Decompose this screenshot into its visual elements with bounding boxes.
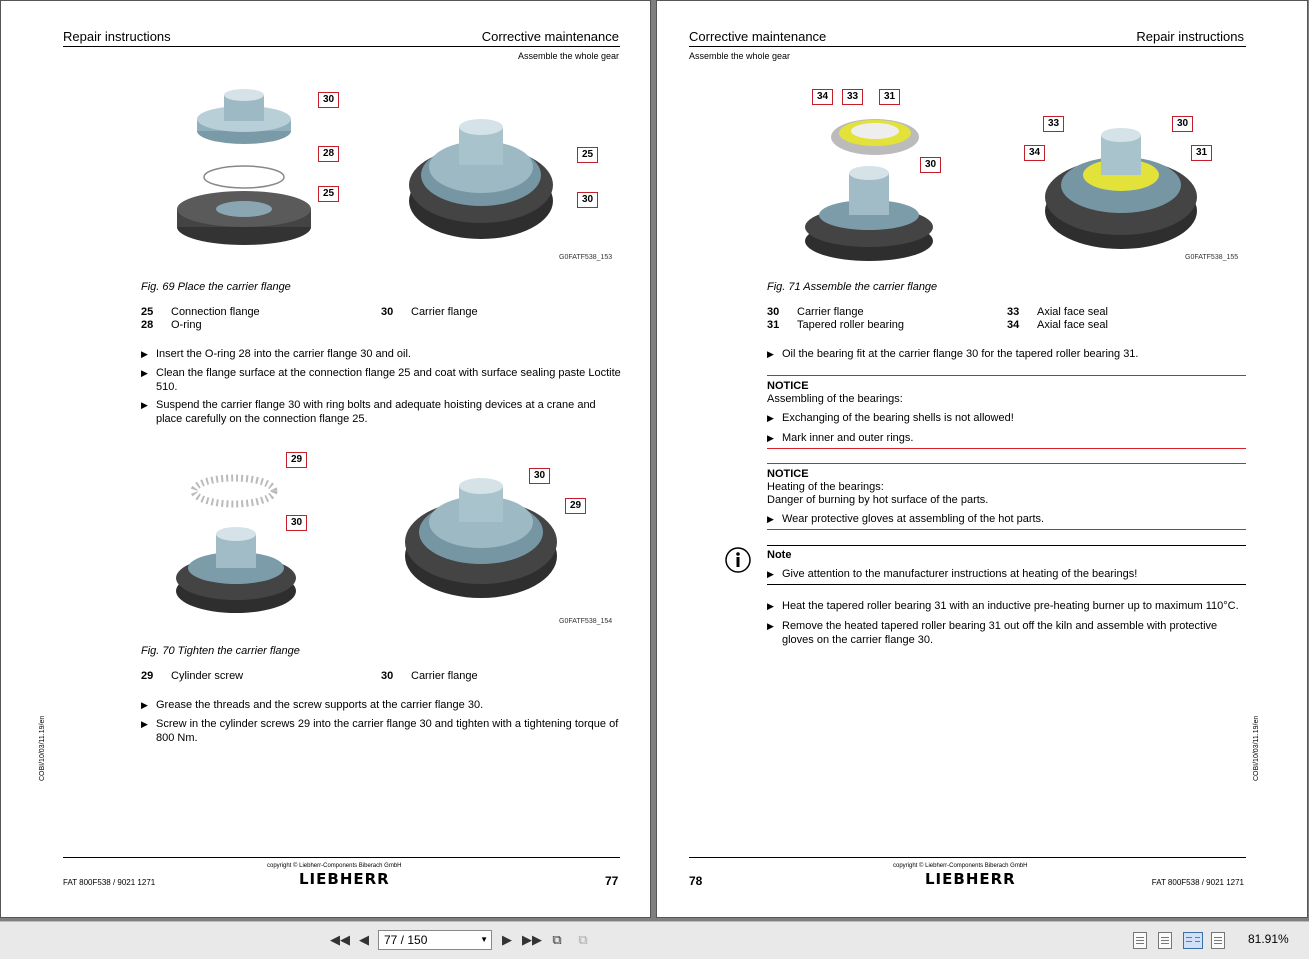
liebherr-logo: LIEBHERR xyxy=(925,870,1016,888)
previous-page-icon[interactable]: ◀ xyxy=(359,932,369,947)
notice-title: NOTICE xyxy=(767,380,809,392)
callout-30: 30 xyxy=(577,192,598,208)
info-icon xyxy=(724,546,752,574)
copyright: copyright © Liebherr-Components Biberach GmbH xyxy=(893,863,1028,869)
note-rule xyxy=(767,545,1246,546)
instruction-step: ▶ Insert the O-ring 28 into the carrier flange 30 and oil. xyxy=(141,348,621,362)
instruction-step: ▶ Remove the heated tapered roller bearing 31 out off the kiln and assemble with protective gloves on the carrier flange 30. xyxy=(767,620,1247,647)
legend-item: 30 Carrier flange xyxy=(381,306,478,318)
callout-28: 28 xyxy=(318,146,339,162)
instruction-step: ▶ Grease the threads and the screw supports at the carrier flange 30. xyxy=(141,699,621,713)
fig69-illustration xyxy=(141,81,621,266)
footer-rule xyxy=(689,857,1246,858)
page-number: 78 xyxy=(689,874,703,888)
two-page-view-icon[interactable] xyxy=(1183,932,1203,949)
side-document-code: COBI/10/03/11.19/en xyxy=(39,715,46,781)
instruction-step: ▶ Heat the tapered roller bearing 31 with an inductive pre-heating burner up to maximum 110°C. xyxy=(767,600,1247,614)
header-rule xyxy=(689,46,1246,47)
export-page-icon[interactable]: ⧉ xyxy=(552,932,562,947)
callout-29: 29 xyxy=(286,452,307,468)
page-header-left: Repair instructions xyxy=(63,29,171,44)
callout-29: 29 xyxy=(565,498,586,514)
callout-30: 30 xyxy=(318,92,339,108)
page-indicator: 77 / 150 xyxy=(384,933,428,947)
section-subheader: Assemble the whole gear xyxy=(517,51,619,61)
notice-item: ▶ Wear protective gloves at assembling of the hot parts. xyxy=(767,513,1247,527)
note-item: ▶ Give attention to the manufacturer instructions at heating of the bearings! xyxy=(767,568,1247,582)
notice-item: ▶ Exchanging of the bearing shells is not allowed! xyxy=(767,412,1247,426)
continuous-view-icon[interactable] xyxy=(1158,932,1172,949)
footer-doc-number: FAT 800F538 / 9021 1271 xyxy=(63,878,156,887)
last-page-icon[interactable]: ▶▶ xyxy=(522,932,542,947)
zoom-level[interactable]: 81.91% xyxy=(1248,932,1289,946)
page-header-left: Corrective maintenance xyxy=(689,29,827,44)
page-78 xyxy=(656,0,1308,918)
side-document-code: COBI/10/03/11.19/en xyxy=(1253,715,1260,781)
first-page-icon[interactable]: ◀◀ xyxy=(330,932,350,947)
callout-31: 31 xyxy=(1191,145,1212,161)
figure-caption: Fig. 71 Assemble the carrier flange xyxy=(767,281,938,293)
page-header-right: Repair instructions xyxy=(1136,29,1244,44)
page-number: 77 xyxy=(605,874,619,888)
callout-33: 33 xyxy=(842,89,863,105)
instruction-step: ▶ Suspend the carrier flange 30 with ring bolts and adequate hoisting devices at a crane and place carefully on the connection flange 25. xyxy=(141,399,621,426)
instruction-step: ▶ Screw in the cylinder screws 29 into the carrier flange 30 and tighten with a tightening torque of 800 Nm. xyxy=(141,718,621,745)
page-number-select[interactable] xyxy=(378,930,492,950)
legend-item: 30 Carrier flange xyxy=(381,670,478,682)
legend-item: 28 O-ring xyxy=(141,319,202,331)
figure-code: G0FATF538_153 xyxy=(559,254,613,261)
callout-30: 30 xyxy=(286,515,307,531)
copyright: copyright © Liebherr-Components Biberach GmbH xyxy=(267,863,402,869)
callout-30: 30 xyxy=(920,157,941,173)
copy-page-icon[interactable]: ⧉ xyxy=(578,932,588,947)
legend-item: 30 Carrier flange xyxy=(767,306,864,318)
fig71-illustration xyxy=(767,81,1247,261)
legend-item: 25 Connection flange xyxy=(141,306,260,318)
viewer-toolbar xyxy=(0,921,1309,959)
footer-doc-number: FAT 800F538 / 9021 1271 xyxy=(1151,878,1244,887)
page-header-right: Corrective maintenance xyxy=(481,29,619,44)
callout-25: 25 xyxy=(577,147,598,163)
figure-caption: Fig. 69 Place the carrier flange xyxy=(141,281,291,293)
notice-item: ▶ Mark inner and outer rings. xyxy=(767,432,1247,446)
callout-30: 30 xyxy=(1172,116,1193,132)
legend-item: 31 Tapered roller bearing xyxy=(767,319,905,331)
callout-34: 34 xyxy=(812,89,833,105)
legend-item: 29 Cylinder screw xyxy=(141,670,244,682)
callout-31: 31 xyxy=(879,89,900,105)
page-77 xyxy=(0,0,651,918)
instruction-step: ▶ Clean the flange surface at the connection flange 25 and coat with surface sealing paste Loctite 510. xyxy=(141,367,621,394)
continuous-two-page-view-icon[interactable] xyxy=(1211,932,1225,949)
notice-text: Danger of burning by hot surface of the parts. xyxy=(767,494,989,506)
notice-rule xyxy=(767,375,1246,376)
notice-rule xyxy=(767,448,1246,449)
single-page-view-icon[interactable] xyxy=(1133,932,1147,949)
callout-30: 30 xyxy=(529,468,550,484)
figure-caption: Fig. 70 Tighten the carrier flange xyxy=(141,645,300,657)
next-page-icon[interactable]: ▶ xyxy=(502,932,512,947)
legend-item: 33 Axial face seal xyxy=(1007,306,1108,318)
note-title: Note xyxy=(767,549,792,561)
figure-code: G0FATF538_154 xyxy=(559,618,613,625)
note-rule xyxy=(767,584,1246,585)
notice-rule xyxy=(767,529,1246,530)
notice-text: Heating of the bearings: xyxy=(767,481,884,493)
callout-33: 33 xyxy=(1043,116,1064,132)
callout-25: 25 xyxy=(318,186,339,202)
notice-rule xyxy=(767,463,1246,464)
notice-title: NOTICE xyxy=(767,468,809,480)
figure-code: G0FATF538_155 xyxy=(1185,254,1239,261)
legend-item: 34 Axial face seal xyxy=(1007,319,1108,331)
callout-34: 34 xyxy=(1024,145,1045,161)
header-rule xyxy=(63,46,620,47)
notice-text: Assembling of the bearings: xyxy=(767,393,903,405)
liebherr-logo: LIEBHERR xyxy=(299,870,390,888)
section-subheader: Assemble the whole gear xyxy=(689,51,791,61)
instruction-step: ▶ Oil the bearing fit at the carrier flange 30 for the tapered roller bearing 31. xyxy=(767,348,1247,362)
dropdown-arrow-icon: ▼ xyxy=(480,935,488,944)
footer-rule xyxy=(63,857,620,858)
